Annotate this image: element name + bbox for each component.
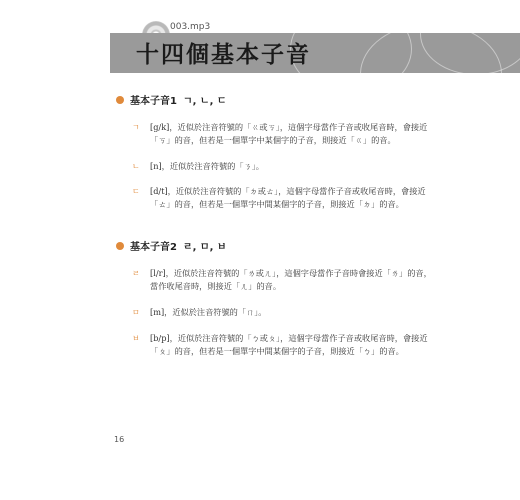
hangul-symbol: ㄹ [132,269,140,278]
entry-text: [l/r]，近似於注音符號的「ㄌ或ㄦ」，這個字母當作子音時會接近「ㄌ」的音，當作收尾音時，則接近「ㄦ」的音。 [150,268,432,291]
entry-text: [m]，近似於注音符號的「ㄇ」。 [150,307,267,317]
entry-text: [g/k]，近似於注音符號的「ㄍ或ㄎ」，這個字母當作子音或收尾音時，會接近「ㄎ」的音，但若是一個單字中某個字的子音，則接近「ㄍ」的音。 [150,122,428,145]
page-title: 十四個基本子音 [136,42,311,68]
bullet-icon [116,96,124,104]
page-number: 16 [114,435,125,444]
consonant-entry [132,332,432,358]
consonant-entry [132,185,432,211]
section-title: 基本子音1 [130,96,177,107]
section-heading-1 [116,92,227,107]
hangul-symbol: ㅂ [132,334,140,343]
section-letters: ㄹ, ㅁ, ㅂ [182,242,227,253]
hangul-symbol: ㄴ [132,162,140,171]
hangul-symbol: ㅁ [132,308,140,317]
bullet-icon [116,242,124,250]
hangul-symbol: ㄷ [132,187,140,196]
section-title: 基本子音2 [130,242,177,253]
entry-text: [d/t]，近似於注音符號的「ㄉ或ㄊ」，這個字母當作子音或收尾音時，會接近「ㄊ」的音，但若是一個單字中間某個字的子音，則接近「ㄉ」的音。 [150,186,426,209]
section-heading-2 [116,238,227,253]
audio-track-label: 003.mp3 [170,22,211,32]
hangul-symbol: ㄱ [132,123,140,132]
consonant-entry [132,160,432,173]
section-letters: ㄱ, ㄴ, ㄷ [182,96,227,107]
entry-text: [b/p]，近似於注音符號的「ㄅ或ㄆ」，這個字母當作子音或收尾音時，會接近「ㄆ」的音，但若是一個單字中間某個字的子音，則接近「ㄅ」的音。 [150,333,428,356]
entry-text: [n]，近似於注音符號的「ㄋ」。 [150,161,264,171]
consonant-entry [132,267,432,293]
consonant-entry [132,306,432,319]
consonant-entry [132,121,432,147]
